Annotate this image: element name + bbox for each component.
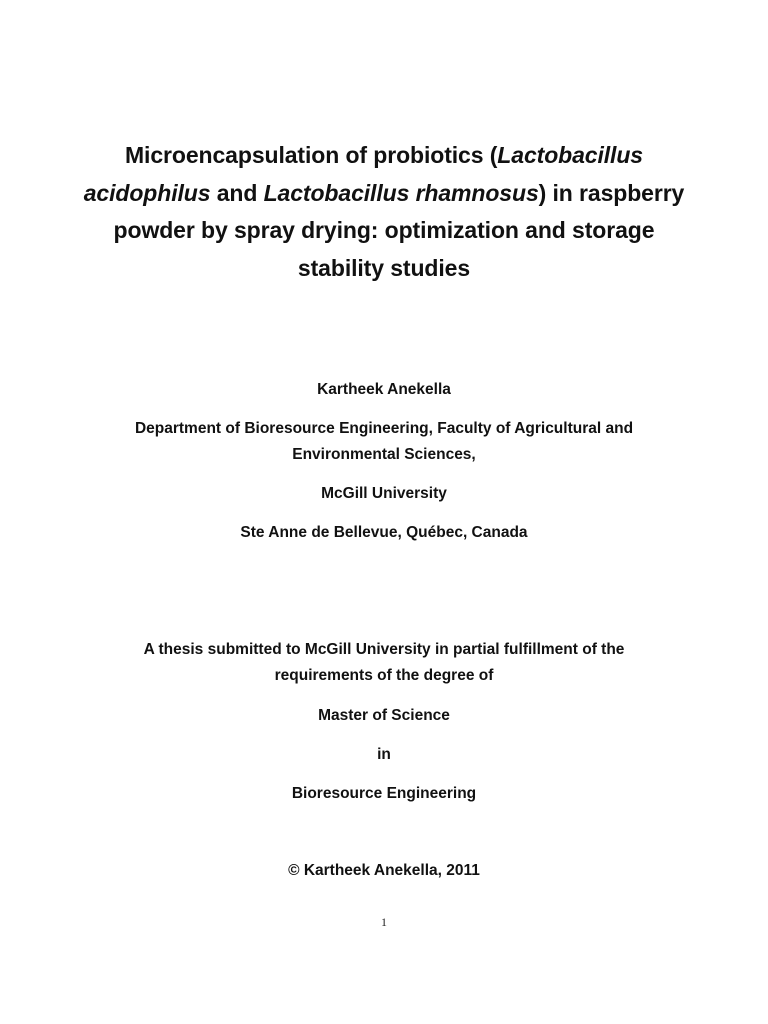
degree-name: Master of Science (318, 707, 450, 724)
title-line-4: stability studies (297, 254, 471, 281)
university-name: McGill University (321, 485, 447, 502)
page-number: 1 (381, 915, 387, 929)
location: Ste Anne de Bellevue, Québec, Canada (240, 524, 528, 541)
department-line-1: Department of Bioresource Engineering, Faculty of Agricultural and (134, 420, 634, 437)
title-species-rhamnosus: Lactobacillus rhamnosus (263, 179, 539, 206)
title-text: Microencapsulation of probiotics ( (125, 142, 498, 168)
title-text: ) in raspberry (538, 179, 685, 206)
title-species-acidophilus: acidophilus (83, 179, 211, 206)
title-species-genus: Lactobacillus (497, 142, 643, 168)
department (0, 416, 768, 468)
thesis-statement-line-2: requirements of the degree of (274, 667, 494, 684)
title-text: and (210, 179, 264, 206)
department-line-2: Environmental Sciences, (292, 446, 476, 463)
author-name: Kartheek Anekella (317, 381, 451, 398)
title-line-1 (0, 137, 768, 175)
in-word: in (377, 746, 391, 763)
title-line-2 (0, 175, 768, 213)
copyright-notice: © Kartheek Anekella, 2011 (288, 862, 480, 879)
thesis-title (0, 137, 768, 287)
title-line-3: powder by spray drying: optimization and storage (113, 217, 655, 243)
field-of-study: Bioresource Engineering (291, 785, 477, 802)
thesis-statement-line-1: A thesis submitted to McGill University in partial fulfillment of the (143, 641, 625, 658)
thesis-statement (0, 637, 768, 689)
